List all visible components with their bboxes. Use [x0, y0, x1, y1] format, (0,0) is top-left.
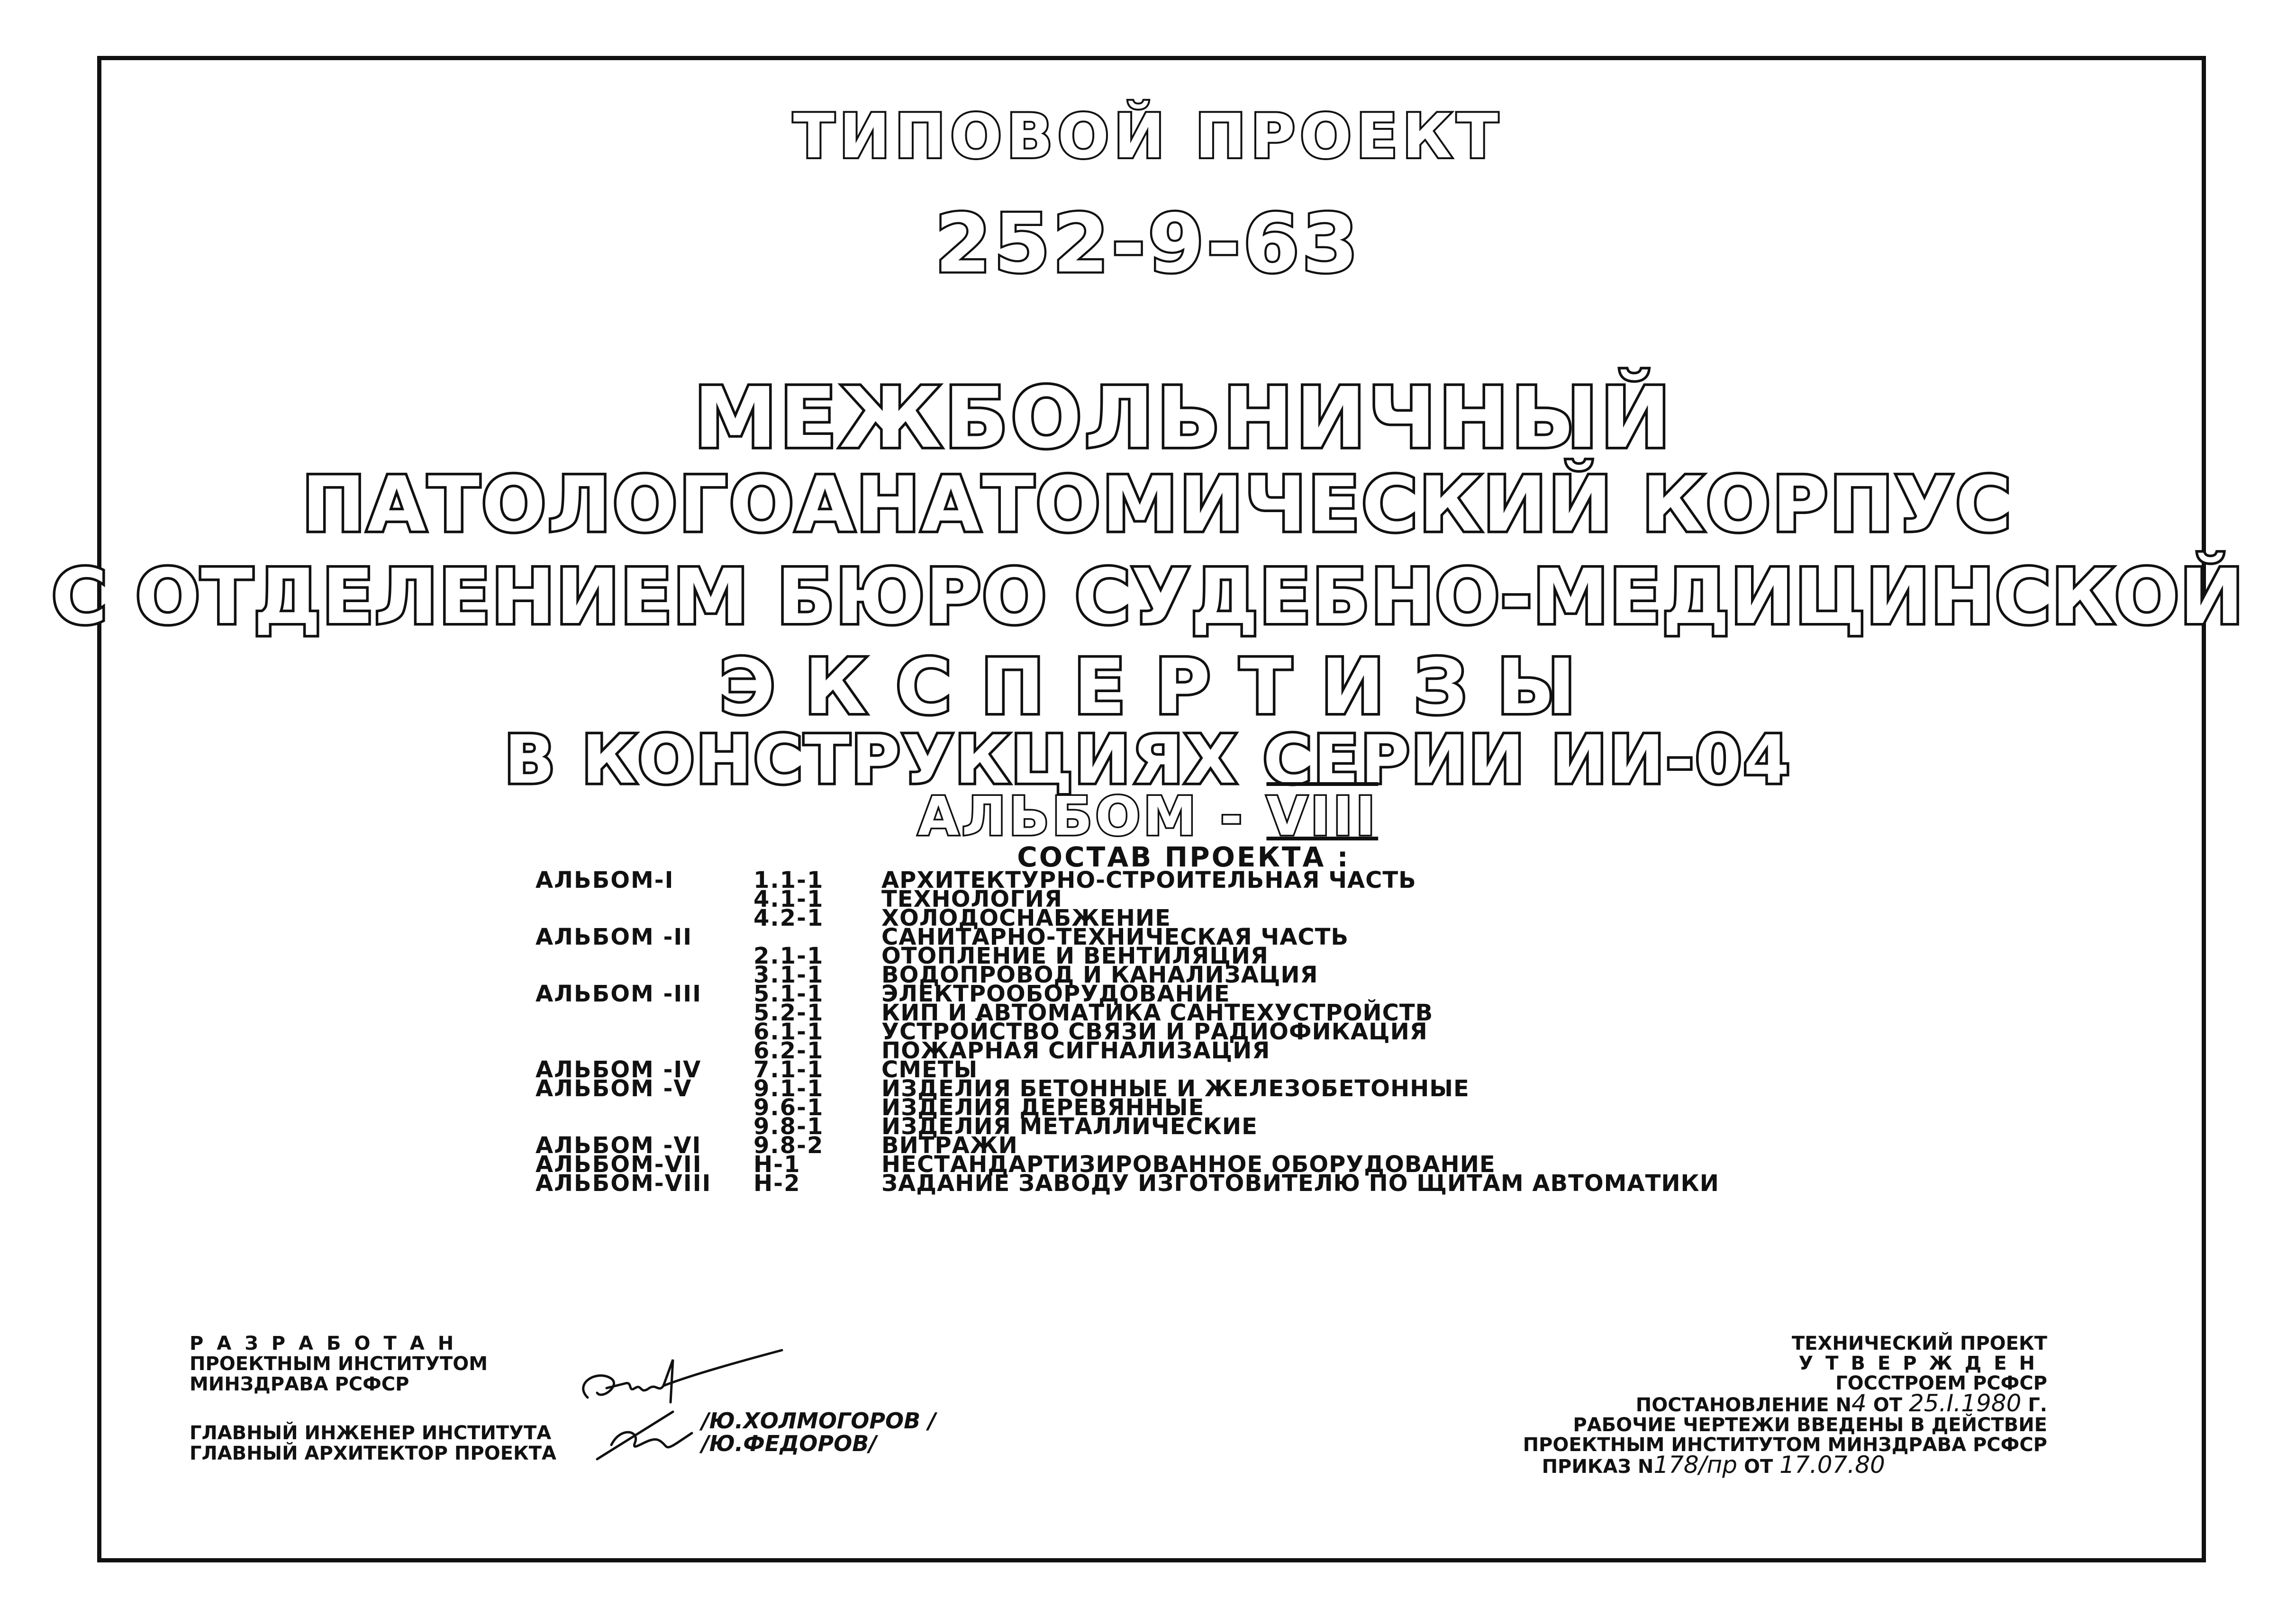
approval-line-3: ГОССТРОЕМ РСФСР [1835, 1372, 2047, 1394]
engineer-name: /Ю.ХОЛМОГОРОВ / [701, 1408, 936, 1434]
description-cell: СМЕТЫ [881, 1056, 978, 1083]
album-title [0, 786, 2296, 848]
description-cell: ПОЖАРНАЯ СИГНАЛИЗАЦИЯ [881, 1038, 1271, 1064]
description-cell: ТЕХНОЛОГИЯ [881, 886, 1062, 912]
developer-line-2: ПРОЕКТНЫМ ИНСТИТУТОМ [190, 1353, 488, 1375]
code-cell: Н-2 [753, 1170, 801, 1197]
description-cell: САНИТАРНО-ТЕХНИЧЕСКАЯ ЧАСТЬ [881, 924, 1349, 950]
album-cell: АЛЬБОМ-VIII [535, 1170, 712, 1197]
approval-line-7: ПРИКАЗ N178/пр ОТ 17.07.80 [1542, 1451, 1885, 1479]
approval-block [1523, 1334, 2047, 1477]
title-line-1: МЕЖБОЛЬНИЧНЫЙ [694, 370, 1673, 467]
approval-line-4: ПОСТАНОВЛЕНИЕ N4 ОТ 25.I.1980 Г. [1635, 1389, 2047, 1417]
signatory-names [701, 1409, 936, 1455]
title-line-5: В КОНСТРУКЦИЯХ СЕРИИ ИИ-04 [504, 722, 1792, 799]
approval-line-5: РАБОЧИЕ ЧЕРТЕЖИ ВВЕДЕНЫ В ДЕЙСТВИЕ [1573, 1414, 2047, 1436]
code-cell: 3.1-1 [753, 962, 824, 988]
description-cell: ХОЛОДОСНАБЖЕНИЕ [881, 905, 1171, 931]
description-cell: ИЗДЕЛИЯ БЕТОННЫЕ И ЖЕЛЕЗОБЕТОННЫЕ [881, 1075, 1470, 1102]
album-cell: АЛЬБОМ -II [535, 924, 693, 950]
chief-architect-label: ГЛАВНЫЙ АРХИТЕКТОР ПРОЕКТА [190, 1443, 556, 1464]
developer-line-3: МИНЗДРАВА РСФСР [190, 1373, 409, 1395]
title-line-4: ЭКСПЕРТИЗЫ [719, 642, 1605, 731]
description-cell: КИП И АВТОМАТИКА САНТЕХУСТРОЙСТВ [881, 1000, 1434, 1026]
code-cell: 4.2-1 [753, 905, 824, 931]
approval-line-1: ТЕХНИЧЕСКИЙ ПРОЕКТ [1791, 1333, 2047, 1354]
album-cell: АЛЬБОМ -IV [535, 1056, 702, 1083]
developer-block [190, 1334, 556, 1464]
composition-heading: СОСТАВ ПРОЕКТА : [1017, 841, 1350, 873]
album-cell: АЛЬБОМ -V [535, 1075, 692, 1102]
approval-line-2: УТВЕРЖДЕН [1798, 1353, 2047, 1374]
code-cell: 4.1-1 [753, 886, 824, 912]
description-cell: ИЗДЕЛИЯ ДЕРЕВЯННЫЕ [881, 1094, 1205, 1121]
album-cell: АЛЬБОМ -III [535, 981, 702, 1007]
approval-line-6: ПРОЕКТНЫМ ИНСТИТУТОМ МИНЗДРАВА РСФСР [1523, 1434, 2047, 1456]
code-cell: 9.8-2 [753, 1132, 824, 1159]
project-number: 252-9-63 [935, 197, 1361, 291]
project-type-title: ТИПОВОЙ ПРОЕКТ [793, 101, 1503, 172]
album-cell: АЛЬБОМ-I [535, 867, 674, 893]
code-cell: Н-1 [753, 1151, 801, 1178]
album-roman-number: VIII [1266, 786, 1379, 848]
code-cell: 5.2-1 [753, 1000, 824, 1026]
code-cell: 7.1-1 [753, 1056, 824, 1083]
description-cell: ЗАДАНИЕ ЗАВОДУ ИЗГОТОВИТЕЛЮ ПО ЩИТАМ АВТОМАТИКИ [881, 1170, 1719, 1197]
architect-name: /Ю.ФЕДОРОВ/ [701, 1431, 877, 1456]
code-cell: 1.1-1 [753, 867, 824, 893]
album-label: АЛЬБОМ - [917, 786, 1267, 848]
code-cell: 2.1-1 [753, 943, 824, 969]
description-cell: УСТРОЙСТВО СВЯЗИ И РАДИОФИКАЦИЯ [881, 1019, 1428, 1045]
code-cell: 9.8-1 [753, 1113, 824, 1140]
title-line-3: С ОТДЕЛЕНИЕМ БЮРО СУДЕБНО-МЕДИЦИНСКОЙ [51, 552, 2245, 641]
code-cell: 6.2-1 [753, 1038, 824, 1064]
description-cell: НЕСТАНДАРТИЗИРОВАННОЕ ОБОРУДОВАНИЕ [881, 1151, 1496, 1178]
developer-line-1: РАЗРАБОТАН [190, 1333, 467, 1354]
description-cell: ЭЛЕКТРООБОРУДОВАНИЕ [881, 981, 1230, 1007]
description-cell: ВОДОПРОВОД И КАНАЛИЗАЦИЯ [881, 962, 1318, 988]
chief-engineer-label: ГЛАВНЫЙ ИНЖЕНЕР ИНСТИТУТА [190, 1422, 552, 1444]
description-cell: ИЗДЕЛИЯ МЕТАЛЛИЧЕСКИЕ [881, 1113, 1258, 1140]
album-cell: АЛЬБОМ -VI [535, 1132, 702, 1159]
description-cell: АРХИТЕКТУРНО-СТРОИТЕЛЬНАЯ ЧАСТЬ [881, 867, 1416, 893]
description-cell: ВИТРАЖИ [881, 1132, 1018, 1159]
code-cell: 9.6-1 [753, 1094, 824, 1121]
description-cell: ОТОПЛЕНИЕ И ВЕНТИЛЯЦИЯ [881, 943, 1269, 969]
title-line-2: ПАТОЛОГОАНАТОМИЧЕСКИЙ КОРПУС [302, 460, 2013, 549]
code-cell: 6.1-1 [753, 1019, 824, 1045]
album-cell: АЛЬБОМ-VII [535, 1151, 702, 1178]
code-cell: 5.1-1 [753, 981, 824, 1007]
code-cell: 9.1-1 [753, 1075, 824, 1102]
